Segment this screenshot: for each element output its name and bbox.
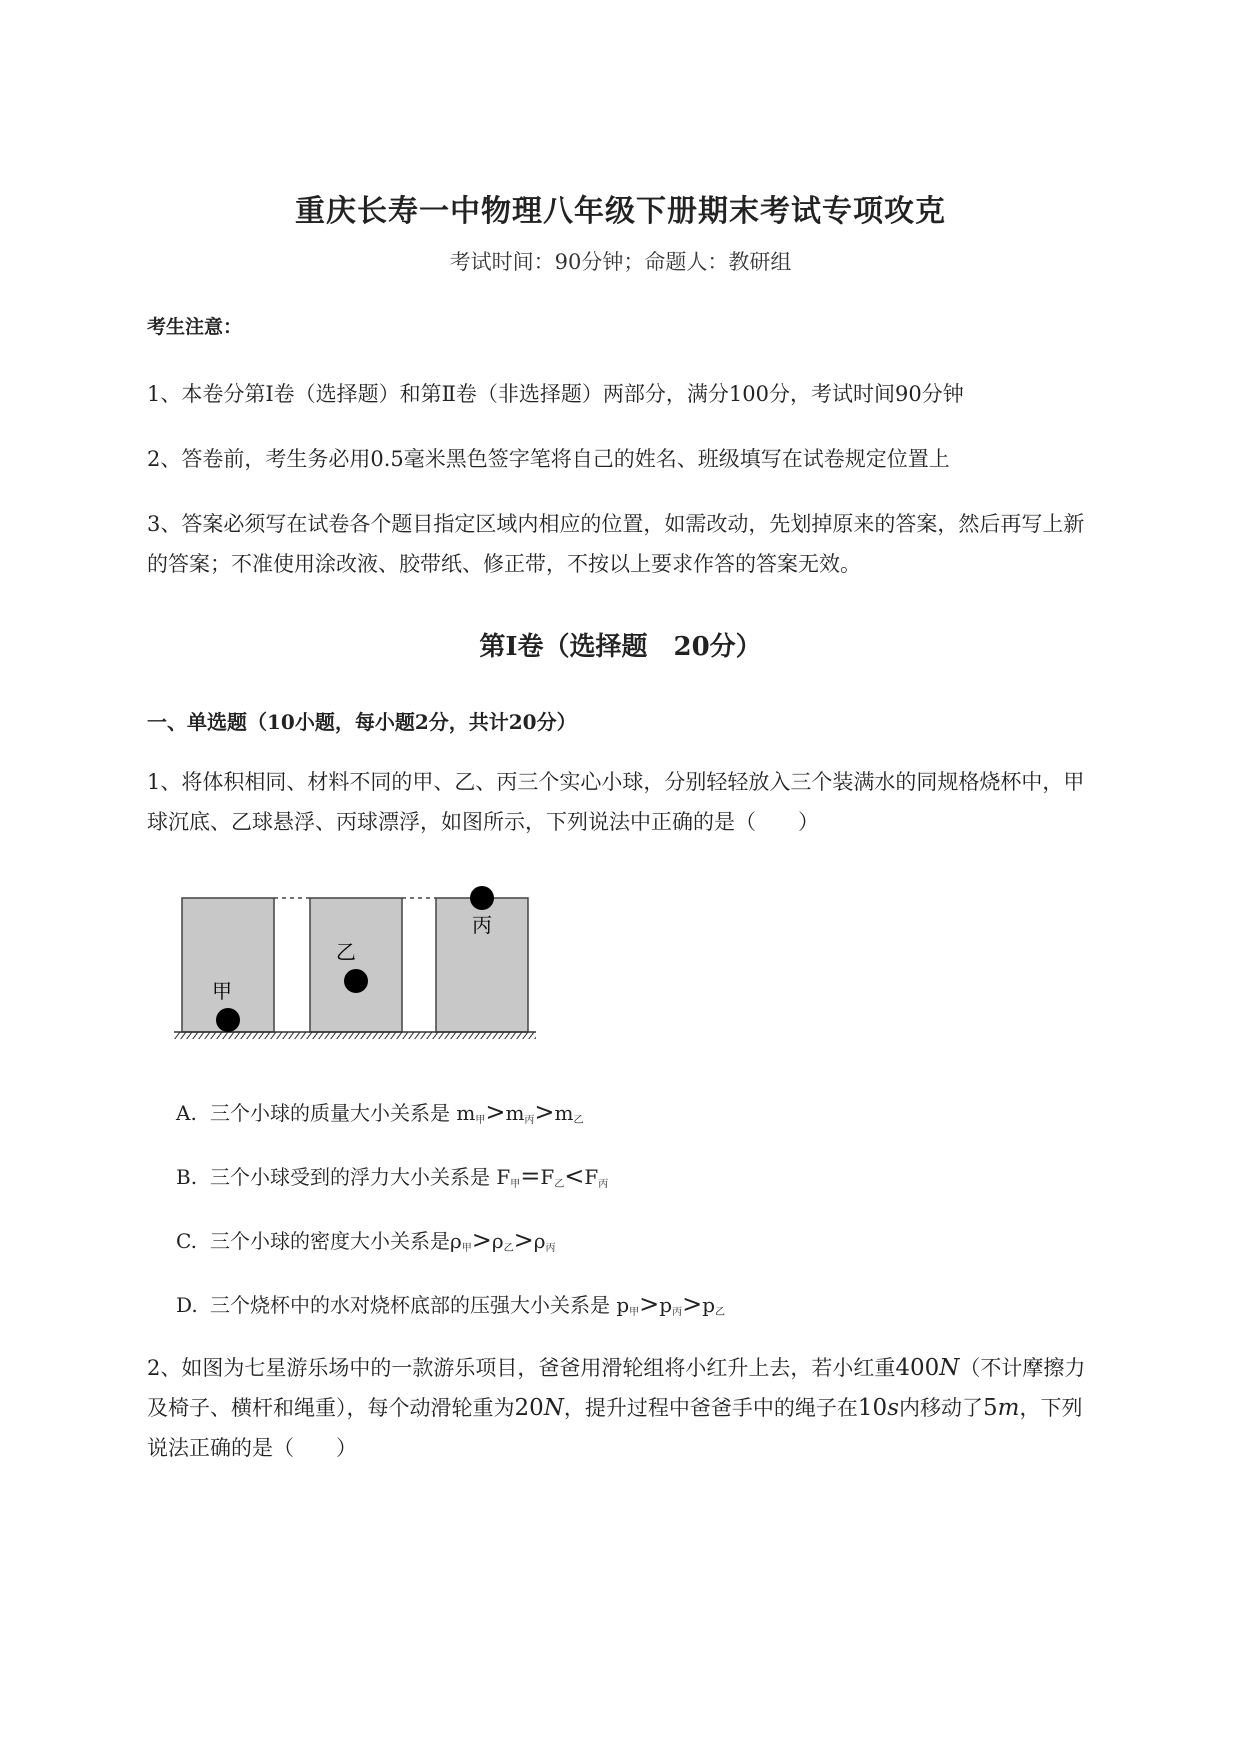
sub-3: 丙 (598, 1179, 609, 1190)
var-rho1: ρ (450, 1229, 462, 1253)
q2-distance-unit: m (997, 1395, 1020, 1421)
q1-option-c[interactable] (176, 1225, 556, 1254)
q2-time-unit: s (887, 1395, 899, 1421)
option-text: 三个小球受到的浮力大小关系是 (210, 1165, 497, 1189)
exam-subtitle: 考试时间：90分钟；命题人：教研组 (449, 250, 792, 274)
sub-3: 乙 (715, 1307, 726, 1318)
q2-text-1: 2、如图为七星游乐场中的一款游乐项目，爸爸用滑轮组将小红升上去，若小红重 (147, 1356, 896, 1380)
rel-1: > (471, 1226, 492, 1254)
notice-heading: 考生注意： (147, 316, 243, 338)
q2-text-2d: ，下列 (1019, 1396, 1083, 1420)
option-text: 三个小球的密度大小关系是 (210, 1229, 450, 1253)
option-letter: B. (176, 1165, 198, 1189)
rel-1: > (639, 1290, 660, 1318)
notice-item-1: 1、本卷分第I卷（选择题）和第Ⅱ卷（非选择题）两部分，满分100分，考试时间90分钟 (147, 382, 964, 406)
sub-2: 丙 (672, 1307, 683, 1318)
sub-1: 甲 (461, 1243, 472, 1254)
q2-time-value: 10 (857, 1395, 888, 1421)
q2-weight-unit: N (939, 1355, 960, 1381)
var-m3: m (554, 1101, 574, 1125)
ball-c-label: 丙 (472, 913, 492, 937)
ball-b (344, 969, 368, 993)
rel-2: > (513, 1226, 534, 1254)
ball-a-label: 甲 (212, 979, 232, 1003)
q2-stem-line2 (147, 1392, 1082, 1422)
option-letter: A. (176, 1101, 197, 1125)
var-p1: p (616, 1293, 630, 1317)
var-m1: m (456, 1101, 476, 1125)
q1-option-b[interactable] (176, 1161, 608, 1190)
sub-1: 甲 (475, 1115, 486, 1126)
var-rho3: ρ (533, 1229, 546, 1253)
page-title: 重庆长寿一中物理八年级下册期末考试专项攻克 (295, 194, 946, 229)
q2-text-2c: 内移动了 (899, 1396, 983, 1420)
rel-2: > (682, 1290, 703, 1318)
ball-c (470, 886, 494, 910)
q2-pulley-unit: N (543, 1395, 564, 1421)
var-p2: p (659, 1293, 673, 1317)
sub-2: 乙 (554, 1179, 565, 1190)
var-m2: m (505, 1101, 525, 1125)
var-f1: F (496, 1165, 511, 1189)
q2-weight-value: 400 (895, 1355, 940, 1381)
q2-stem-line1 (147, 1352, 1085, 1382)
ground-hatch (174, 1032, 536, 1039)
section-title: 第I卷（选择题 20分） (479, 632, 762, 662)
option-letter: C. (176, 1229, 197, 1253)
sub-3: 丙 (545, 1243, 556, 1254)
sub-1: 甲 (510, 1179, 521, 1190)
q2-text-2a: 及椅子、横杆和绳重），每个动滑轮重为 (147, 1396, 515, 1420)
rel-2: < (564, 1162, 585, 1190)
sub-3: 乙 (573, 1115, 584, 1126)
option-text: 三个烧杯中的水对烧杯底部的压强大小关系是 (210, 1293, 617, 1317)
notice-item-3-cont: 的答案；不准使用涂改液、胶带纸、修正带，不按以上要求作答的答案无效。 (147, 552, 861, 576)
q2-stem-line3: 说法正确的是（ ） (147, 1436, 357, 1460)
q2-pulley-weight: 20 (514, 1395, 544, 1421)
sub-1: 甲 (629, 1307, 640, 1318)
q1-stem-line2: 球沉底、乙球悬浮、丙球漂浮，如图所示，下列说法中正确的是（ ） (147, 810, 819, 834)
part-heading: 一、单选题（10小题，每小题2分，共计20分） (147, 710, 577, 734)
option-letter: D. (176, 1293, 198, 1317)
notice-item-3: 3、答案必须写在试卷各个题目指定区域内相应的位置，如需改动，先划掉原来的答案，然后再写上新 (147, 512, 1085, 536)
q2-text-1-tail: （不计摩擦力 (959, 1356, 1086, 1380)
q2-text-2b: ，提升过程中爸爸手中的绳子在 (563, 1396, 858, 1420)
sub-2: 乙 (503, 1243, 514, 1254)
sub-2: 丙 (524, 1115, 535, 1126)
rel-1: = (520, 1162, 541, 1190)
rel-2: > (534, 1098, 555, 1126)
var-f2: F (540, 1165, 555, 1189)
option-text: 三个小球的质量大小关系是 (210, 1101, 457, 1125)
beaker-b (310, 898, 402, 1032)
q1-stem-line1: 1、将体积相同、材料不同的甲、乙、丙三个实心小球，分别轻轻放入三个装满水的同规格烧杯中，甲 (147, 770, 1085, 794)
notice-item-2: 2、答卷前，考生务必用0.5毫米黑色签字笔将自己的姓名、班级填写在试卷规定位置上 (147, 447, 950, 471)
var-rho2: ρ (491, 1229, 504, 1253)
var-p3: p (702, 1293, 716, 1317)
ball-a (216, 1008, 240, 1032)
ball-b-label: 乙 (336, 940, 356, 964)
q2-distance-value: 5 (983, 1395, 998, 1421)
rel-1: > (485, 1098, 506, 1126)
q1-option-a[interactable] (176, 1097, 583, 1126)
q1-option-d[interactable] (176, 1289, 725, 1318)
var-f3: F (584, 1165, 599, 1189)
beaker-figure (168, 880, 548, 1040)
